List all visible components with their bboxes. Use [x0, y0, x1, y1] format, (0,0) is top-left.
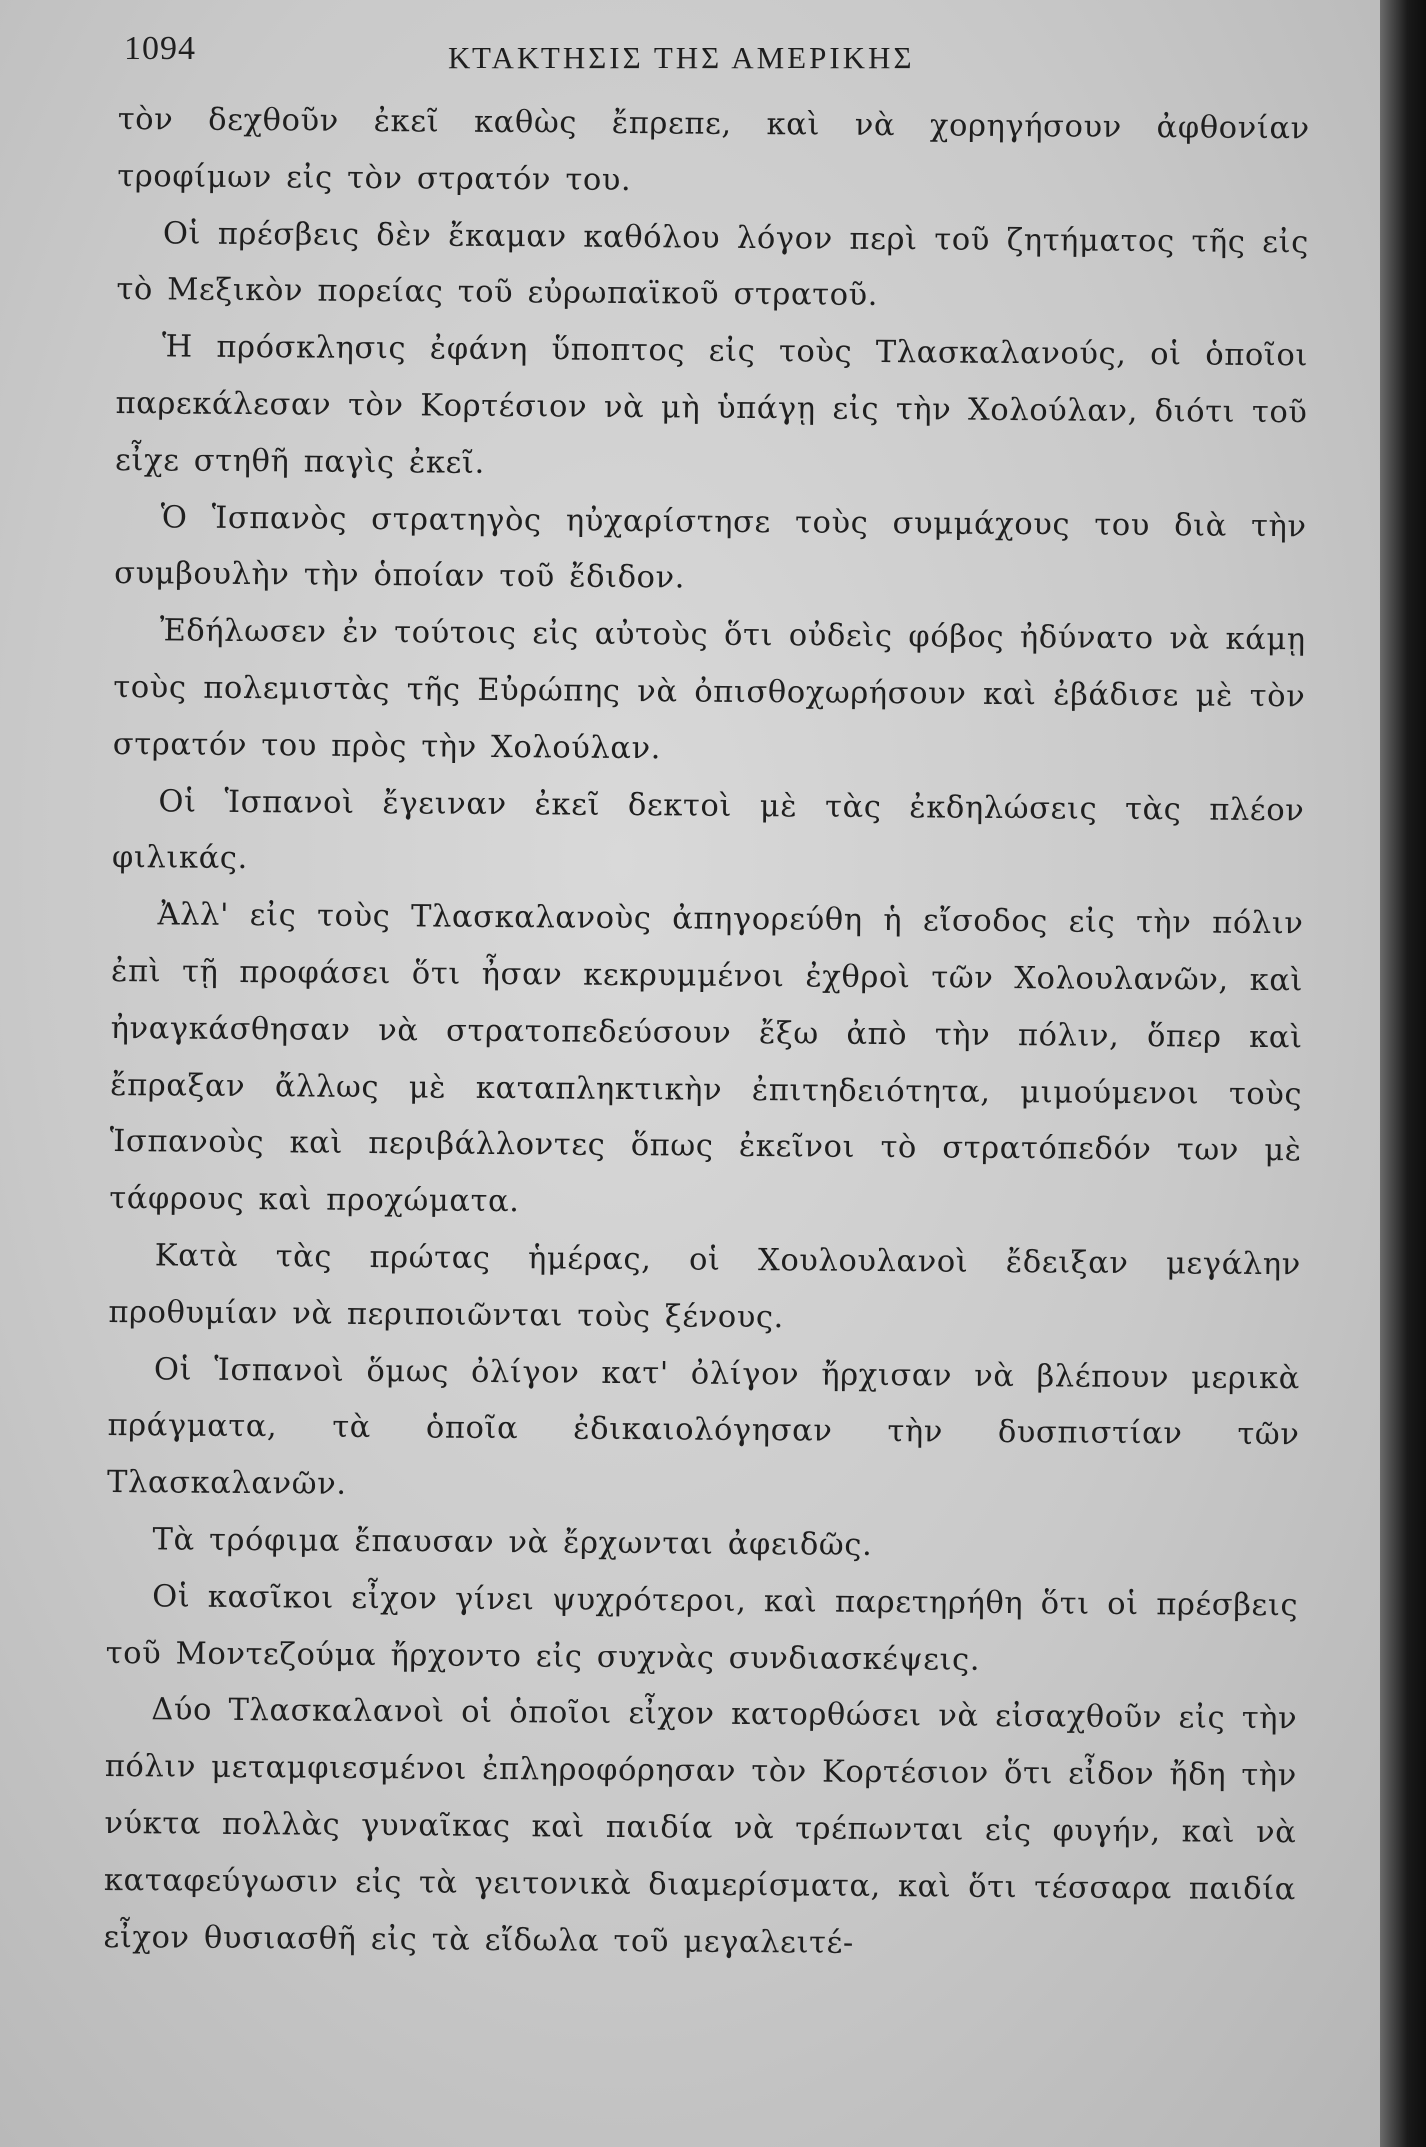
paragraph: Ἀλλ' εἰς τοὺς Τλασκαλανοὺς ἀπηγορεύθη ἡ εἴσοδος εἰς τὴν πόλιν ἐπὶ τῇ προφάσει ὅτι ἦσαν κεκρυμμένοι ἐχθροὶ τῶν Χολουλανῶν, καὶ ἠναγκάσθησαν νὰ στρατοπεδεύσουν ἔξω ἀπὸ τὴν πόλιν, ὅπερ καὶ ἔπραξαν ἄλλως μὲ καταπληκτικὴν ἐπιτηδειότητα, μιμούμενοι τοὺς Ἱσπανοὺς καὶ περιβάλλοντες ὅπως ἐκεῖνοι τὸ στρατόπεδόν των μὲ τάφρους καὶ προχώματα. — [109, 897, 1304, 1220]
page-header — [118, 20, 1310, 92]
body-text — [103, 92, 1310, 1976]
paragraph: Τὰ τρόφιμα ἔπαυσαν νὰ ἔρχωνται ἀφειδῶς. — [152, 1522, 873, 1563]
page-number: 1094 — [124, 30, 196, 67]
paragraph: Οἱ Ἱσπανοὶ ὅμως ὀλίγον κατ' ὀλίγον ἤρχισαν νὰ βλέπουν μερικὰ πράγματα, τὰ ὁποῖα ἐδικαιολόγησαν τὴν δυσπιστίαν τῶν Τλασκαλανῶν. — [106, 1351, 1301, 1502]
paragraph: Ἡ πρόσκλησις ἐφάνη ὕποπτος εἰς τοὺς Τλασκαλανούς, οἱ ὁποῖοι παρεκάλεσαν τὸν Κορτέσιον νὰ μὴ ὑπάγῃ εἰς τὴν Χολούλαν, διότι τοῦ εἶχε στηθῆ παγὶς ἐκεῖ. — [114, 329, 1309, 481]
paragraph: Ὁ Ἱσπανὸς στρατηγὸς ηὐχαρίστησε τοὺς συμμάχους του διὰ τὴν συμβουλὴν τὴν ὁποίαν τοῦ ἔδιδον. — [114, 499, 1307, 596]
book-spine-shadow — [1380, 0, 1426, 2147]
paragraph: Κατὰ τὰς πρώτας ἡμέρας, οἱ Χουλουλανοὶ ἔδειξαν μεγάλην προθυμίαν νὰ περιποιῶνται τοὺς ξένους. — [108, 1238, 1301, 1336]
paragraph: Οἱ πρέσβεις δὲν ἔκαμαν καθόλου λόγον περὶ τοῦ ζητήματος τῆς εἰς τὸ Μεξικὸν πορείας τοῦ εὐρωπαϊκοῦ στρατοῦ. — [116, 215, 1309, 314]
paragraph: Ἐδήλωσεν ἐν τούτοις εἰς αὐτοὺς ὅτι οὐδεὶς φόβος ἠδύνατο νὰ κάμῃ τοὺς πολεμιστὰς τῆς Εὐρώπης νὰ ὀπισθοχωρήσουν καὶ ἐβάδισε μὲ τὸν στρατόν του πρὸς τὴν Χολούλαν. — [112, 613, 1306, 767]
paragraph: Οἱ Ἱσπανοὶ ἔγειναν ἐκεῖ δεκτοὶ μὲ τὰς ἐκδηλώσεις τὰς πλέον φιλικάς. — [111, 783, 1305, 877]
running-head: ΚΤΑΚΤΗΣΙΣ ΤΗΣ ΑΜΕΡΙΚΗΣ — [448, 40, 915, 75]
paragraph: Οἱ κασῖκοι εἶχον γίνει ψυχρότεροι, καὶ παρετηρήθη ὅτι οἱ πρέσβεις τοῦ Μοντεζούμα ἤρχοντο εἰς συχνὰς συνδιασκέψεις. — [105, 1579, 1299, 1678]
paragraph: τὸν δεχθοῦν ἐκεῖ καθὼς ἔπρεπε, καὶ νὰ χορηγήσουν ἀφθονίαν τροφίμων εἰς τὸν στρατόν του. — [117, 101, 1310, 198]
paragraph: Δύο Τλασκαλανοὶ οἱ ὁποῖοι εἶχον κατορθώσει νὰ εἰσαχθοῦν εἰς τὴν πόλιν μεταμφιεσμένοι ἐπληροφόρησαν τὸν Κορτέσιον ὅτι εἶδον ἤδη τὴν νύκτα πολλὰς γυναῖκας καὶ παιδία νὰ τρέπωνται εἰς φυγήν, καὶ νὰ καταφεύγωσιν εἰς τὰ γειτονικὰ διαμερίσματα, καὶ ὅτι τέσσαρα παιδία εἶχον θυσιασθῆ εἰς τὰ εἴδωλα τοῦ μεγαλειτέ- — [103, 1692, 1298, 1961]
